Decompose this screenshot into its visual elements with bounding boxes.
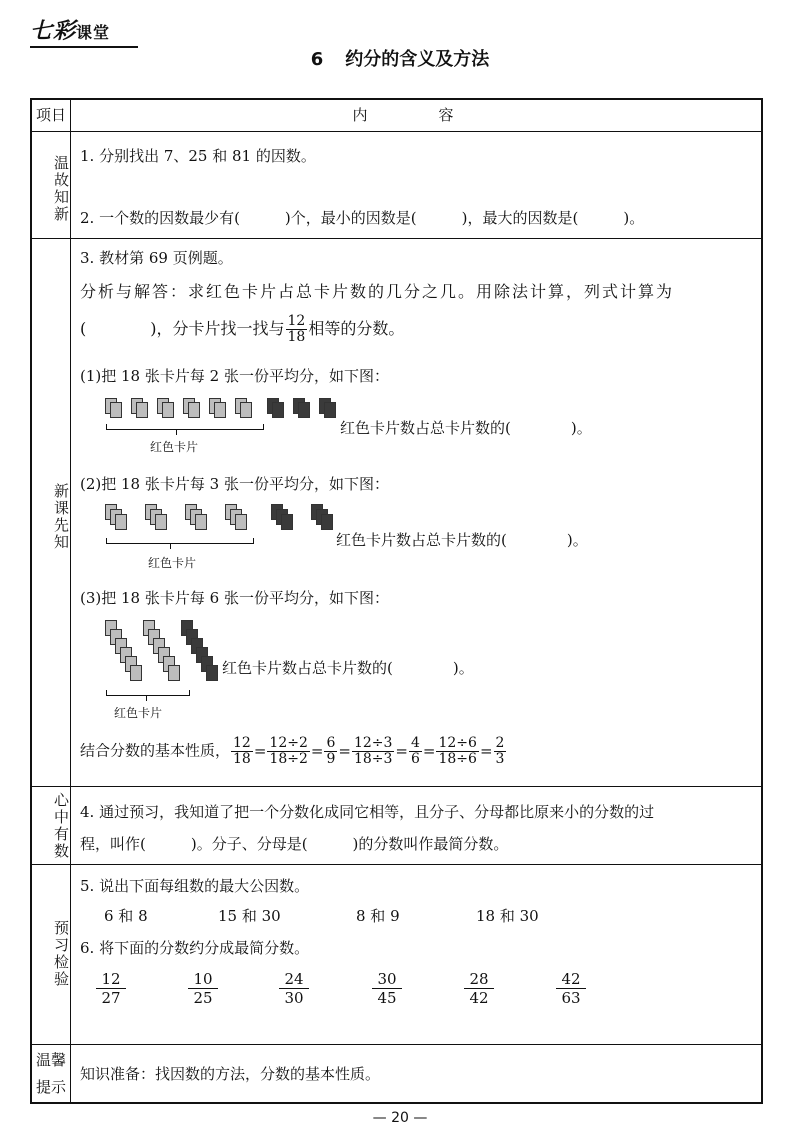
brace-2 [106, 538, 254, 544]
part-1-question: 红色卡片数占总卡片数的( )。 [340, 419, 592, 437]
column-divider [70, 98, 71, 1104]
red-card [188, 402, 200, 418]
analysis-line-2: ( )，分卡片找一找与 $\frac{12}{18}$ 相等的分数。 [80, 313, 405, 345]
brace-1-tip [176, 430, 177, 435]
section-label-check: 预习检验 [52, 920, 70, 988]
lesson-title: 约分的含义及方法 [345, 49, 490, 70]
row-divider-heart [30, 864, 763, 865]
question-2: 2. 一个数的因数最少有( )个，最小的因数是( )，最大的因数是( )。 [80, 209, 645, 227]
brace-3-label: 红色卡片 [114, 706, 163, 720]
gcd-pair-2: 15 和 30 [218, 907, 281, 925]
gcd-pair-3: 8 和 9 [356, 907, 400, 925]
brace-1-label: 红色卡片 [150, 440, 199, 454]
column-header-content: 内 容 [352, 106, 482, 124]
equation-fraction: $\frac{4}{6}$ [410, 735, 420, 767]
red-card [195, 514, 207, 530]
analysis-text: 分析与解答：求红色卡片占总卡片数的几分之几。用除法计算，列式计算为 [80, 282, 675, 301]
row-divider-review [30, 238, 763, 239]
equation-fraction: $\frac{12\div 6}{18\div 6}$ [438, 735, 477, 767]
red-card [110, 402, 122, 418]
red-card [115, 514, 127, 530]
brace-3 [106, 690, 190, 696]
section-label-tip-1: 温馨 [35, 1051, 66, 1069]
question-5: 5. 说出下面每组数的最大公因数。 [80, 877, 310, 895]
dark-card [206, 665, 218, 681]
equals-sign: = [422, 741, 436, 760]
red-card [136, 402, 148, 418]
page-number: — 20 — [372, 1110, 428, 1126]
fraction-to-simplify: 30 45 [372, 970, 402, 1007]
part-2-question: 红色卡片数占总卡片数的( )。 [336, 531, 588, 549]
equals-sign: = [395, 741, 408, 760]
brace-2-label: 红色卡片 [148, 556, 197, 570]
part-1-text: (1)把 18 张卡片每 2 张一份平均分，如下图： [80, 367, 389, 385]
question-6: 6. 将下面的分数约分成最简分数。 [80, 939, 310, 957]
red-card [162, 402, 174, 418]
brace-3-tip [146, 696, 147, 701]
section-label-review: 温故知新 [52, 155, 70, 223]
row-divider-check [30, 1044, 763, 1045]
equals-sign: = [253, 741, 267, 760]
equals-sign: = [310, 741, 324, 760]
column-header-item: 项日 [35, 106, 66, 124]
brace-1 [106, 424, 264, 430]
fraction-12-18: $\frac{12}{18}$ [287, 313, 306, 345]
dark-card [321, 514, 333, 530]
dark-card [324, 402, 336, 418]
red-card [130, 665, 142, 681]
row-divider-new [30, 786, 763, 787]
section-label-tip-2: 提示 [35, 1078, 66, 1096]
fraction-to-simplify: 10 25 [188, 970, 218, 1007]
question-1: 1. 分别找出 7、25 和 81 的因数。 [80, 147, 316, 165]
fraction-to-simplify: 28 42 [464, 970, 494, 1007]
red-card [235, 514, 247, 530]
part-3-text: (3)把 18 张卡片每 6 张一份平均分，如下图： [80, 589, 389, 607]
section-label-new: 新课先知 [52, 483, 70, 551]
red-card [155, 514, 167, 530]
tip-text: 知识准备：找因数的方法，分数的基本性质。 [80, 1065, 381, 1083]
red-card [240, 402, 252, 418]
gcd-pair-1: 6 和 8 [104, 907, 148, 925]
equation-fraction: $\frac{12\div 2}{18\div 2}$ [269, 735, 308, 767]
dark-card [281, 514, 293, 530]
question-3: 3. 教材第 69 页例题。 [80, 249, 233, 267]
red-card [214, 402, 226, 418]
equation-fraction: $\frac{12\div 3}{18\div 3}$ [353, 735, 393, 767]
equals-sign: = [479, 741, 493, 760]
equation-fraction: $\frac{2}{3}$ [495, 735, 505, 767]
row-divider-header [30, 131, 763, 132]
gcd-pair-4: 18 和 30 [476, 907, 539, 925]
fraction-to-simplify: 12 27 [96, 970, 126, 1007]
fraction-to-simplify: 24 30 [279, 970, 309, 1007]
question-4-line-1: 4. 通过预习，我知道了把一个分数化成同它相等，且分子、分母都比原来小的分数的过 [80, 803, 655, 821]
equation-fraction: $\frac{12}{18}$ [233, 735, 251, 767]
dark-card [272, 402, 284, 418]
page-title [0, 45, 800, 71]
part-2-text: (2)把 18 张卡片每 3 张一份平均分，如下图： [80, 475, 389, 493]
part-3-question: 红色卡片数占总卡片数的( )。 [222, 659, 474, 677]
fraction-to-simplify: 42 63 [556, 970, 586, 1007]
publisher-logo: 七彩课堂 [30, 19, 111, 44]
equals-sign: = [338, 741, 351, 760]
dark-card [298, 402, 310, 418]
brace-2-tip [170, 544, 171, 549]
question-4-line-2: 程，叫作( )。分子、分母是( )的分数叫作最简分数。 [80, 835, 509, 853]
equation-fraction: $\frac{6}{9}$ [326, 735, 336, 767]
lesson-number: 6 [310, 49, 324, 70]
red-card [168, 665, 180, 681]
basic-property-equation: 结合分数的基本性质， $\frac{12}{18}$ = $\frac{12\div 2}{18\div 2}$ = $\frac{6}{9}$ = $\frac{12\div 3}{18\div 3}$ = $\frac{4}{6}$ = $\frac{12\div 6}{18\div 6}$ = $\frac{2}{3}$ [80, 735, 505, 767]
section-label-heart: 心中有数 [52, 792, 70, 860]
